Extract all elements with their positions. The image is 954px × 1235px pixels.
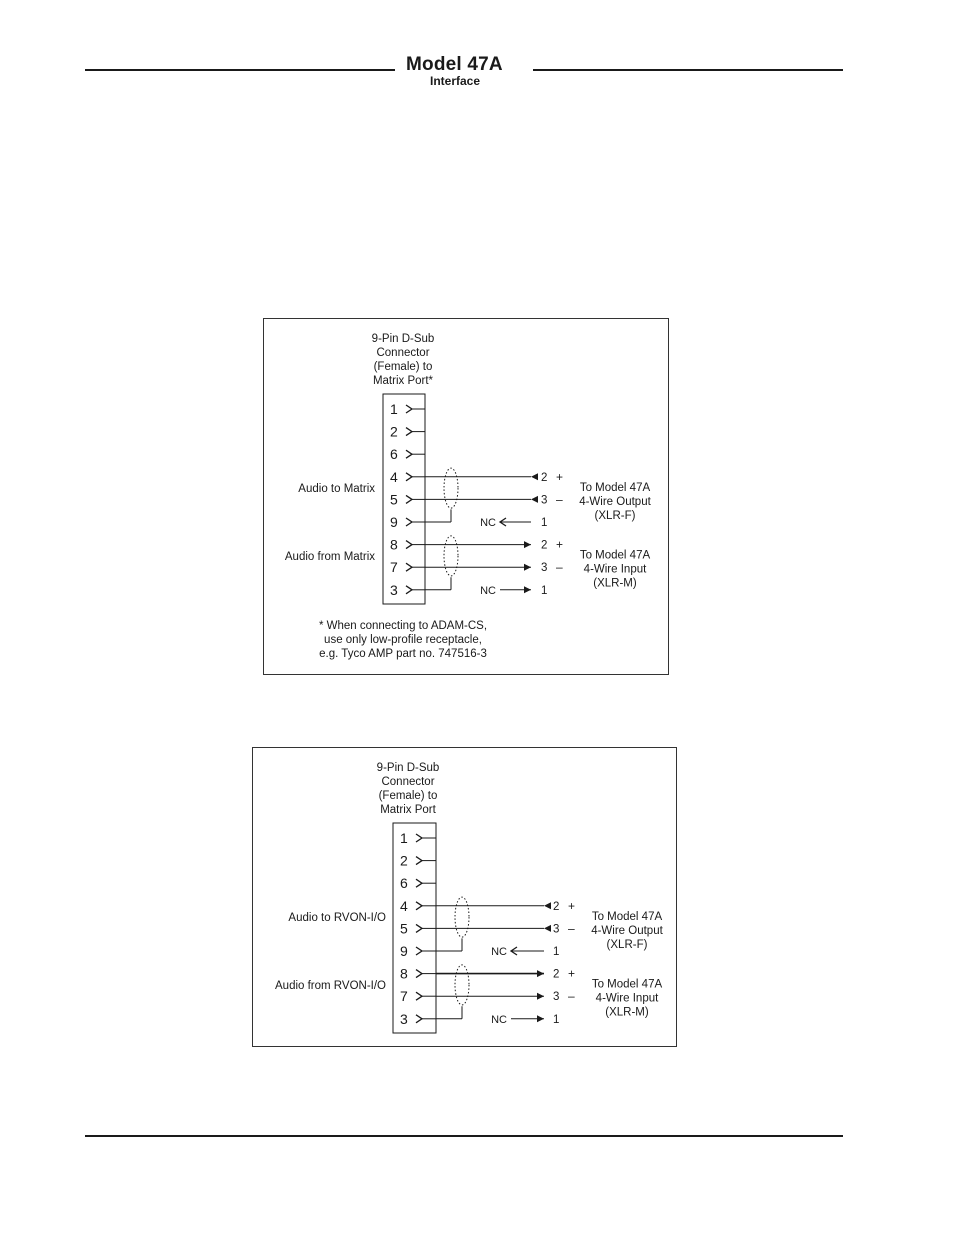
pin-contact-icon [406, 541, 412, 549]
pin-contact-icon [416, 970, 422, 978]
xlr-pin-number: 1 [541, 517, 548, 529]
xlr-input-label-line: (XLR-M) [593, 577, 637, 590]
xlr-sign: + [556, 469, 564, 484]
pin-number: 9 [400, 943, 408, 959]
xlr-pin-number: 3 [541, 562, 548, 575]
xlr-input-label-line: To Model 47A [591, 978, 663, 991]
pin-contact-icon [416, 834, 422, 842]
footer-rule [85, 1135, 843, 1137]
pin-contact-icon [406, 518, 412, 526]
pin-contact-icon [406, 450, 412, 458]
xlr-sign: – [556, 492, 563, 507]
cable-shield-input [444, 536, 458, 576]
connector-label-line: Connector [376, 347, 430, 359]
pin-contact-icon [406, 495, 412, 503]
footnote-line: e.g. Tyco AMP part no. 747516-3 [319, 648, 487, 660]
xlr-pin-number: 1 [553, 1013, 560, 1026]
xlr-input-label-line: To Model 47A [579, 549, 651, 562]
pin-contact-icon [416, 879, 422, 887]
pin-number: 1 [390, 401, 398, 417]
header-rule-right [533, 69, 843, 71]
connector-label-line: (Female) to [373, 361, 433, 373]
pin-number: 7 [400, 988, 408, 1005]
xlr-sign: – [568, 989, 575, 1004]
arrow-left-icon [544, 925, 551, 932]
xlr-output-label-line: (XLR-F) [606, 938, 648, 951]
arrow-right-icon [537, 970, 544, 977]
xlr-input-label-line: 4-Wire Input [595, 992, 659, 1005]
pin-number: 3 [390, 581, 398, 598]
pin-number: 3 [400, 1010, 408, 1027]
connector-label-line: 9-Pin D-Sub [371, 333, 435, 345]
arrow-right-icon [524, 586, 531, 593]
connector-label-line: (Female) to [378, 790, 438, 802]
arrow-left-icon [531, 473, 538, 480]
nc-label: NC [480, 517, 496, 529]
pin-contact-icon [416, 924, 422, 932]
cable-shield-output [444, 468, 458, 508]
pin-contact-icon [416, 947, 422, 955]
pin-number: 6 [400, 875, 408, 892]
pin-number: 8 [390, 536, 398, 553]
header-subtitle: Interface [430, 74, 481, 88]
xlr-sign: + [556, 537, 564, 552]
pin-contact-icon [416, 902, 422, 910]
pin-number: 4 [390, 468, 398, 485]
xlr-output-label-line: To Model 47A [579, 481, 651, 494]
xlr-pin-number: 1 [541, 584, 548, 597]
xlr-input-label-line: (XLR-M) [605, 1006, 649, 1019]
arrow-right-icon [537, 993, 544, 1000]
pin-number: 8 [400, 965, 408, 982]
arrow-left-icon [531, 496, 538, 503]
cable-shield-input [455, 965, 469, 1005]
pin-contact-icon [416, 992, 422, 1000]
connector-label-line: 9-Pin D-Sub [376, 762, 440, 774]
nc-label: NC [491, 946, 507, 958]
pin-number: 7 [390, 559, 398, 576]
arrow-right-icon [537, 1015, 544, 1022]
xlr-pin-number: 3 [541, 494, 548, 507]
connector-label-line: Matrix Port* [372, 375, 434, 387]
xlr-input-label-line: 4-Wire Input [583, 563, 647, 576]
nc-label: NC [491, 1013, 507, 1026]
audio-from-label: Audio from RVON-I/O [275, 979, 386, 992]
pin-number: 2 [400, 852, 408, 869]
xlr-sign: – [568, 921, 575, 936]
connector-label-line: Connector [381, 776, 435, 788]
xlr-pin-number: 2 [553, 900, 560, 913]
pin-number: 1 [400, 830, 408, 846]
xlr-sign: + [568, 898, 576, 913]
pin-contact-icon [406, 428, 412, 436]
xlr-output-label-line: To Model 47A [591, 910, 663, 923]
arrow-right-icon [524, 564, 531, 571]
xlr-output-label-line: (XLR-F) [594, 509, 636, 522]
pin-contact-icon [406, 405, 412, 413]
footnote-line: use only low-profile receptacle, [324, 634, 482, 646]
xlr-pin-number: 2 [541, 539, 548, 552]
xlr-pin-number: 2 [553, 968, 560, 981]
xlr-pin-number: 3 [553, 923, 560, 936]
xlr-output-label-line: 4-Wire Output [579, 495, 651, 508]
cable-shield-output [455, 897, 469, 937]
xlr-pin-number: 3 [553, 991, 560, 1004]
xlr-output-label-line: 4-Wire Output [591, 924, 663, 937]
pin-number: 5 [400, 920, 408, 937]
connector-label-line: Matrix Port [380, 804, 436, 816]
pin-contact-icon [406, 473, 412, 481]
footnote-line: * When connecting to ADAM-CS, [318, 620, 488, 632]
audio-to-label: Audio to RVON-I/O [288, 912, 386, 925]
nc-label: NC [480, 584, 496, 597]
pin-contact-icon [416, 1015, 422, 1023]
xlr-pin-number: 2 [541, 471, 548, 484]
pin-number: 2 [390, 423, 398, 440]
audio-from-label: Audio from Matrix [284, 550, 375, 563]
pin-number: 6 [390, 446, 398, 463]
pin-number: 4 [400, 897, 408, 914]
audio-to-label: Audio to Matrix [298, 483, 375, 496]
pin-contact-icon [416, 857, 422, 865]
xlr-sign: + [568, 966, 576, 981]
xlr-pin-number: 1 [553, 946, 560, 958]
header-rule-left [85, 69, 395, 71]
xlr-sign: – [556, 560, 563, 575]
pin-contact-icon [406, 563, 412, 571]
wiring-diagram-rvon [252, 747, 677, 1047]
pin-contact-icon [406, 586, 412, 594]
wiring-diagram-matrix [263, 318, 669, 675]
header-title: Model 47A [406, 54, 503, 75]
pin-number: 9 [390, 514, 398, 530]
pin-number: 5 [390, 491, 398, 508]
arrow-right-icon [524, 541, 531, 548]
arrow-left-icon [544, 902, 551, 909]
